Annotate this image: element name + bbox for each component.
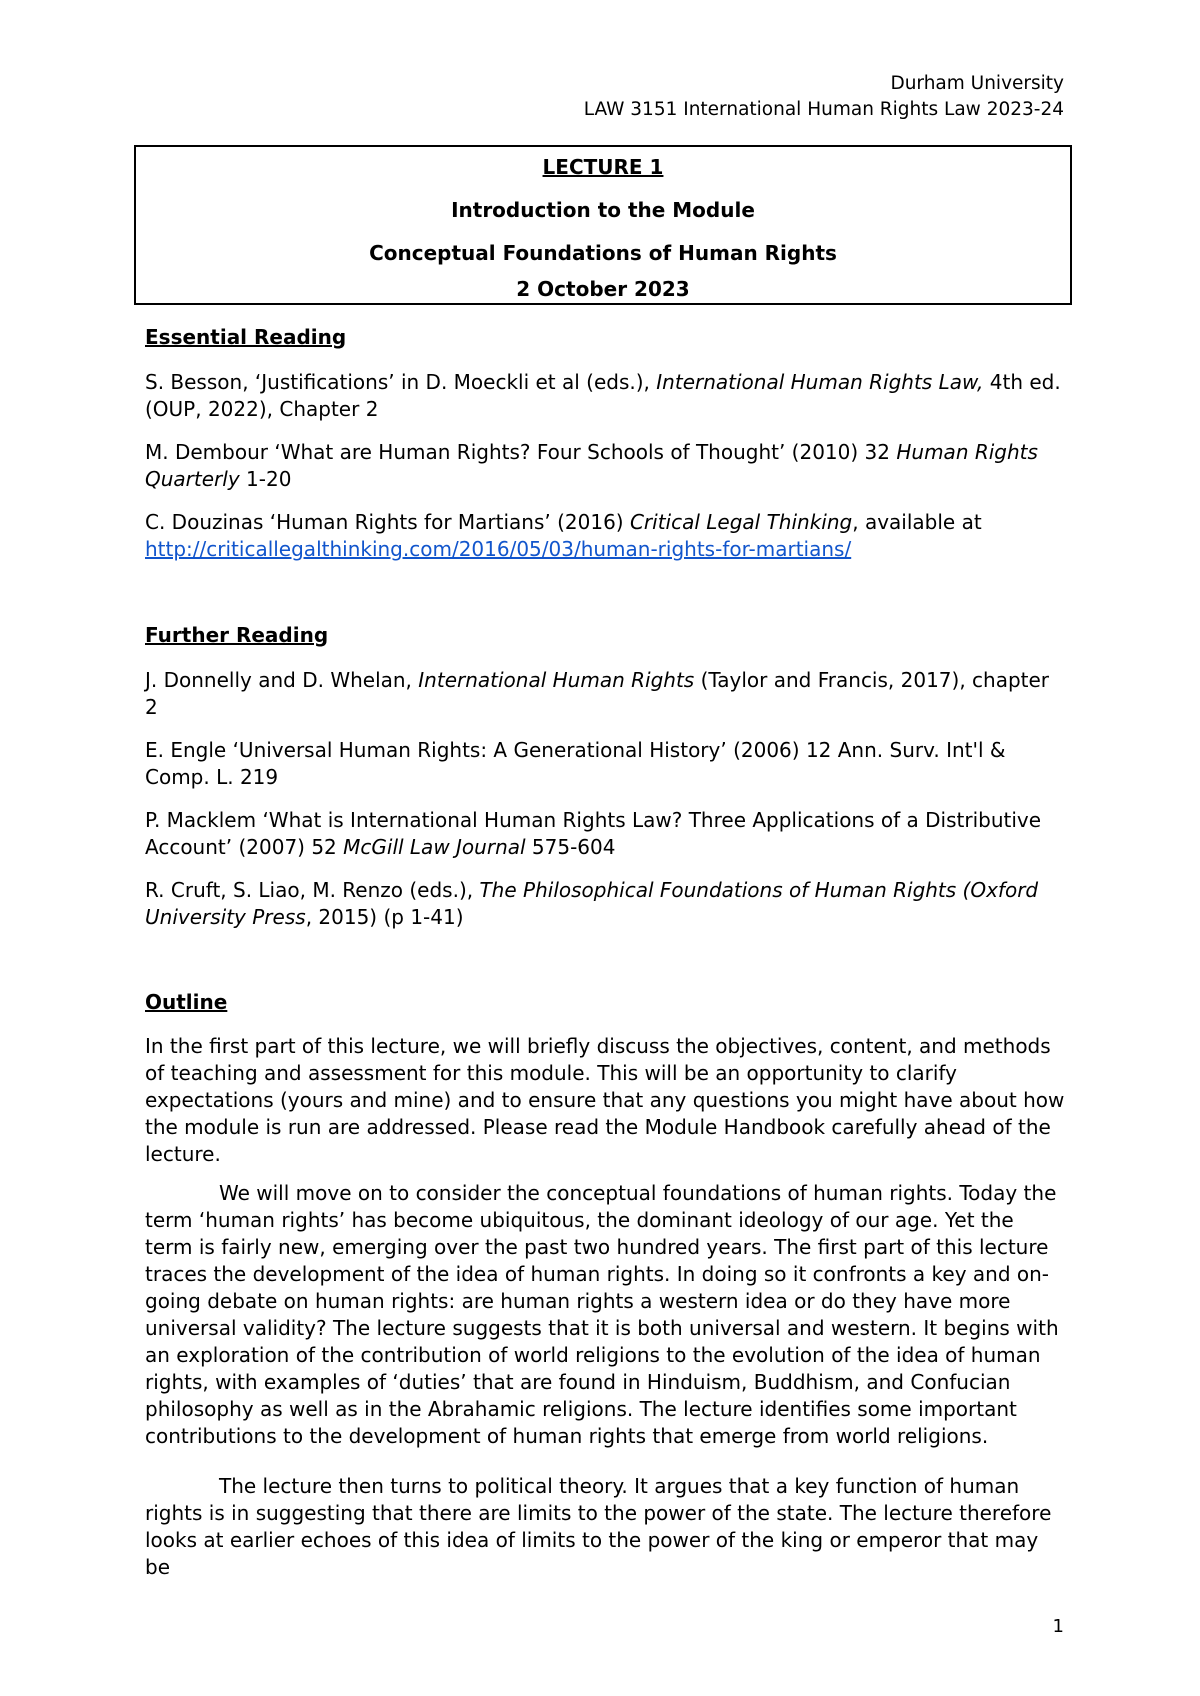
outline-heading: Outline	[145, 990, 228, 1014]
martians-article-link[interactable]: http://criticallegalthinking.com/2016/05/03/human-rights-for-martians/	[145, 537, 852, 561]
further-reference-2: E. Engle ‘Universal Human Rights: A Generational History’ (2006) 12 Ann. Surv. Int'l & Comp. L. 219	[145, 738, 1006, 789]
header-module: LAW 3151 International Human Rights Law 2023-24	[583, 99, 1064, 120]
essential-reference-3: C. Douzinas ‘Human Rights for Martians’ (2016) Critical Legal Thinking, available at http://criticallegalthinking.com/2016/05/03/human-rights-for-martians/	[145, 510, 982, 561]
page-header	[584, 71, 1064, 123]
outline-paragraph-2: We will move on to consider the conceptual foundations of human rights. Today the term ‘human rights’ has become ubiquitous, the dominant ideology of our age. Yet the term is fairly new, emerging over the past two hundred years. The first part of this lecture traces the development of the idea of human rights. In doing so it confronts a key and on-going debate on human rights: are human rights a western idea or do they have more universal validity? The lecture suggests that it is both universal and western. It begins with an exploration of the contribution of world religions to the evolution of the idea of human rights, with examples of ‘duties’ that are found in Hinduism, Buddhism, and Confucian philosophy as well as in the Abrahamic religions. The lecture identifies some important contributions to the development of human rights that emerge from world religions.	[145, 1181, 1059, 1448]
page-number: 1	[1052, 1616, 1064, 1637]
essential-reference-1: S. Besson, ‘Justifications’ in D. Moeckli et al (eds.), International Human Rights Law, 4th ed. (OUP, 2022), Chapter 2	[145, 370, 1061, 421]
lecture-number: LECTURE 1	[542, 155, 664, 179]
outline-paragraph-1: In the first part of this lecture, we will briefly discuss the objectives, content, and methods of teaching and assessment for this module. This will be an opportunity to clarify expectations (yours and mine) and to ensure that any questions you might have about how the module is run are addressed. Please read the Module Handbook carefully ahead of the lecture.	[145, 1034, 1065, 1166]
lecture-date: 2 October 2023	[516, 277, 690, 301]
further-reference-4: R. Cruft, S. Liao, M. Renzo (eds.), The Philosophical Foundations of Human Rights (Oxford University Press, 2015) (p 1-41)	[145, 878, 1039, 929]
lecture-topic: Conceptual Foundations of Human Rights	[369, 241, 837, 265]
outline-paragraph-3: The lecture then turns to political theory. It argues that a key function of human rights is in suggesting that there are limits to the power of the state. The lecture therefore looks at earlier echoes of this idea of limits to the power of the king or emperor that may be	[145, 1474, 1052, 1579]
essential-reference-2: M. Dembour ‘What are Human Rights? Four Schools of Thought’ (2010) 32 Human Rights Quarterly 1-20	[145, 440, 1038, 491]
further-reference-1: J. Donnelly and D. Whelan, International Human Rights (Taylor and Francis, 2017), chapter 2	[145, 668, 1050, 719]
lecture-subtitle: Introduction to the Module	[451, 198, 755, 222]
essential-reading-heading: Essential Reading	[145, 325, 347, 349]
lecture-title-box	[134, 145, 1072, 305]
header-institution: Durham University	[890, 73, 1064, 94]
further-reference-3: P. Macklem ‘What is International Human Rights Law? Three Applications of a Distributive Account’ (2007) 52 McGill Law Journal 575-604	[145, 808, 1042, 859]
further-reading-heading: Further Reading	[145, 623, 329, 647]
